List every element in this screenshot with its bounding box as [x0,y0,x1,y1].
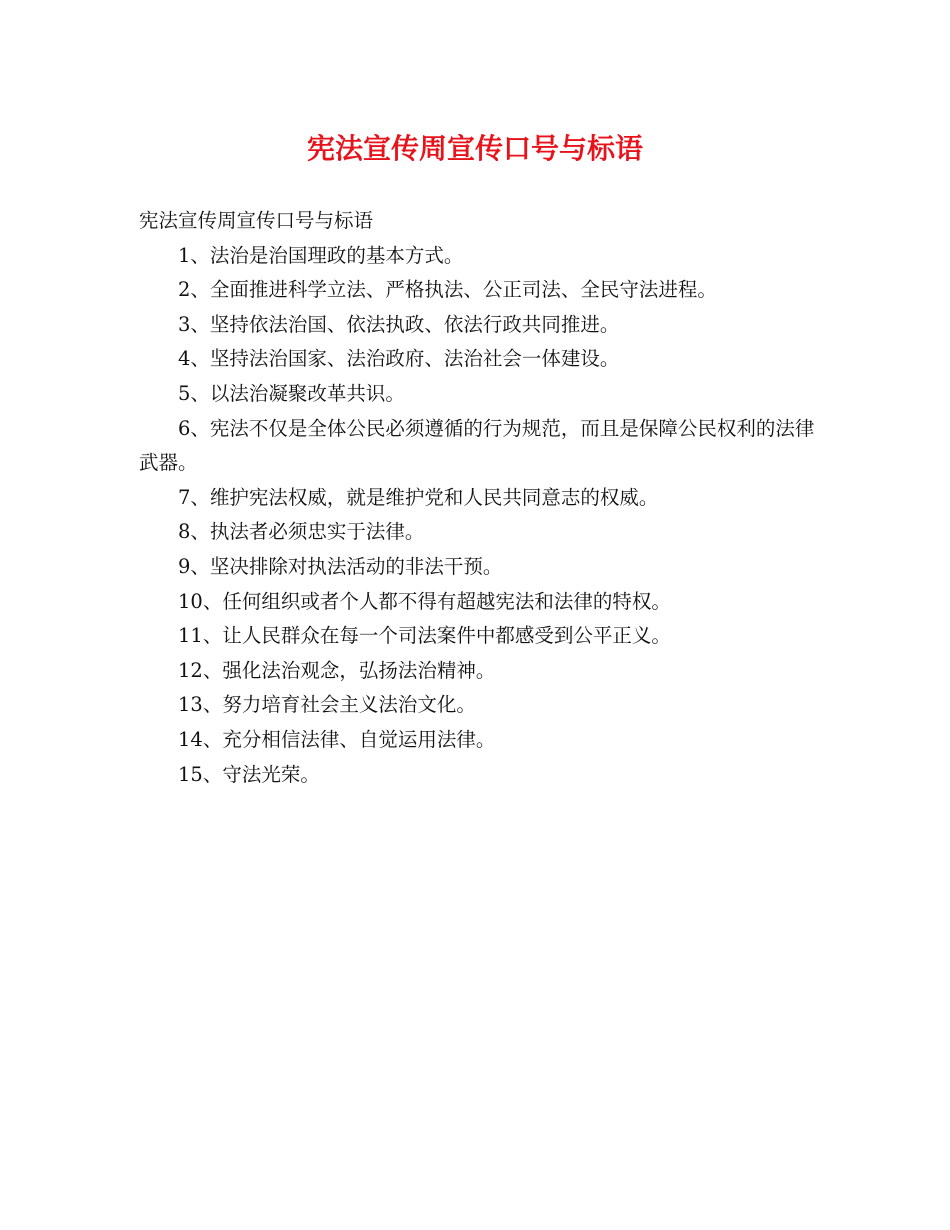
slogan-item-6: 6、宪法不仅是全体公民必须遵循的行为规范，而且是保障公民权利的法律武器。 [139,416,815,475]
slogan-item-2: 2、全面推进科学立法、严格执法、公正司法、全民守法进程。 [178,278,717,302]
document-title: 宪法宣传周宣传口号与标语 [306,132,643,165]
slogan-item-15: 15、守法光荣。 [178,762,320,786]
slogan-item-3: 3、坚持依法治国、依法执政、依法行政共同推进。 [178,312,620,336]
document-body [139,204,819,792]
slogan-item-7: 7、维护宪法权威，就是维护党和人民共同意志的权威。 [178,485,659,509]
slogan-item-12: 12、强化法治观念，弘扬法治精神。 [178,658,496,682]
slogan-item-4: 4、坚持法治国家、法治政府、法治社会一体建设。 [178,347,620,371]
slogan-item-5: 5、以法治凝聚改革共识。 [178,381,405,405]
slogan-item-9: 9、坚决排除对执法活动的非法干预。 [178,554,503,578]
slogan-item-8: 8、执法者必须忠实于法律。 [178,520,425,544]
slogan-item-14: 14、充分相信法律、自觉运用法律。 [178,727,496,751]
document-subtitle: 宪法宣传周宣传口号与标语 [139,209,374,232]
slogan-item-1: 1、法治是治国理政的基本方式。 [178,243,464,267]
slogan-item-10: 10、任何组织或者个人都不得有超越宪法和法律的特权。 [178,589,671,613]
slogan-item-11: 11、让人民群众在每一个司法案件中都感受到公平正义。 [178,624,671,648]
slogan-item-13: 13、努力培育社会主义法治文化。 [178,693,476,717]
